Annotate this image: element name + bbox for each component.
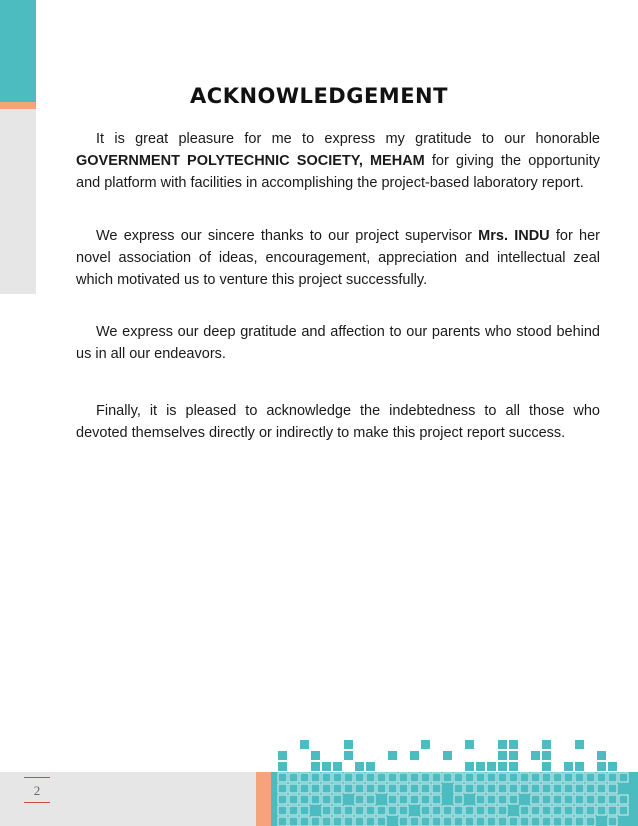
footer-orange-stripe [256, 772, 271, 826]
mosaic-square [388, 751, 397, 760]
mosaic-square [509, 740, 518, 749]
mosaic-square [465, 762, 474, 771]
page-number-top-rule [24, 777, 50, 778]
paragraph-supervisor [76, 225, 600, 291]
mosaic-square [487, 762, 496, 771]
mosaic-square [531, 751, 540, 760]
mosaic-square [344, 740, 353, 749]
page-title: ACKNOWLEDGEMENT [190, 84, 448, 108]
mosaic-square [575, 740, 584, 749]
mosaic-square [564, 762, 573, 771]
mosaic-square [355, 762, 364, 771]
mosaic-square [278, 762, 287, 771]
footer-grey-band [0, 772, 256, 826]
mosaic-square [476, 762, 485, 771]
footer-teal-band [271, 772, 638, 826]
mosaic-square [311, 751, 320, 760]
paragraph-text: It is great pleasure for me to express my gratitude to our honorable [96, 131, 600, 147]
page-number-bottom-rule [24, 802, 50, 803]
paragraph-text: for her novel association of ideas, encouragement, appreciation and intellectual zeal which motivated us to venture this project successfully. [76, 228, 600, 288]
left-grey-bar [0, 109, 36, 294]
mosaic-square [443, 751, 452, 760]
mosaic-square [509, 762, 518, 771]
mosaic-square [498, 762, 507, 771]
mosaic-square [366, 762, 375, 771]
mosaic-square [542, 762, 551, 771]
mosaic-square [344, 751, 353, 760]
mosaic-square [465, 740, 474, 749]
supervisor-name: Mrs. INDU [478, 228, 550, 244]
mosaic-square [575, 762, 584, 771]
mosaic-square [542, 740, 551, 749]
paragraph-gratitude [76, 128, 600, 194]
mosaic-square [597, 762, 606, 771]
mosaic-square [421, 740, 430, 749]
page-number: 2 [33, 783, 41, 798]
mosaic-square [509, 751, 518, 760]
mosaic-square [410, 751, 419, 760]
paragraph-closing: Finally, it is pleased to acknowledge the indebtedness to all those who devoted themselves directly or indirectly to make this project report success. [76, 403, 600, 441]
mosaic-square [542, 751, 551, 760]
paragraph-text: for giving the opportunity and platform with facilities in accomplishing the project-based laboratory report. [76, 153, 600, 191]
mosaic-square [498, 751, 507, 760]
mosaic-square [322, 762, 331, 771]
mosaic-square [608, 762, 617, 771]
paragraph-parents: We express our deep gratitude and affection to our parents who stood behind us in all our endeavors. [76, 324, 600, 362]
mosaic-square [300, 740, 309, 749]
mosaic-square [498, 740, 507, 749]
mosaic-square [311, 762, 320, 771]
paragraph-text: We express our sincere thanks to our project supervisor [96, 228, 479, 244]
institution-name: GOVERNMENT POLYTECHNIC SOCIETY, MEHAM [76, 153, 425, 169]
mosaic-square [333, 762, 342, 771]
mosaic-square [597, 751, 606, 760]
mosaic-square [278, 751, 287, 760]
